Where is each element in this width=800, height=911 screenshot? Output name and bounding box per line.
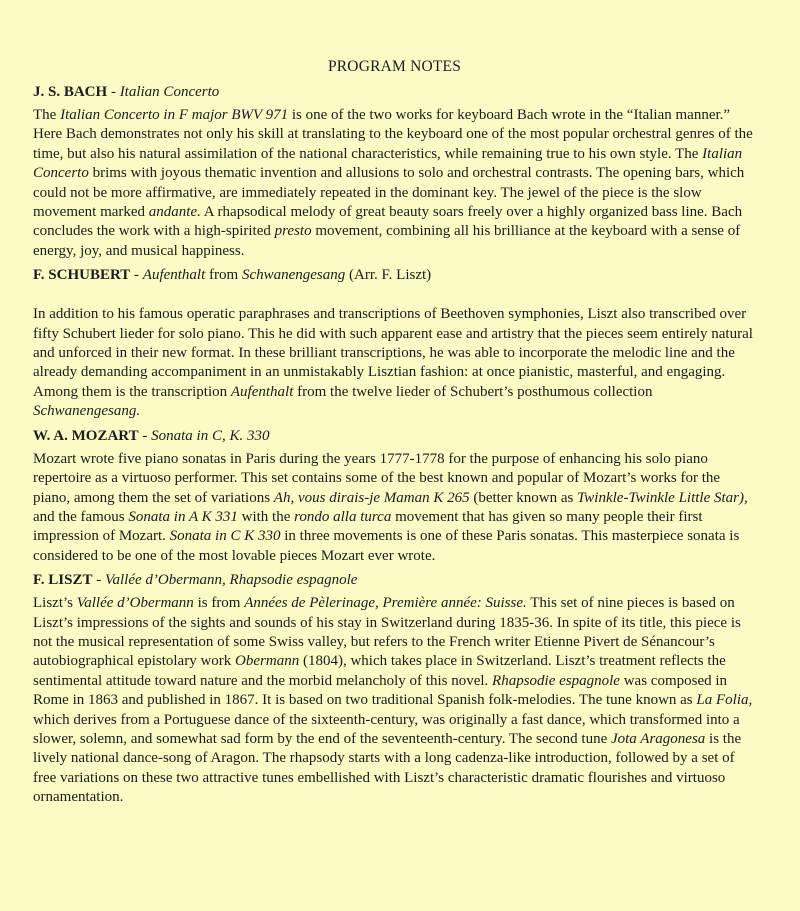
text-run: is one of the two works for keyboard Bach wrote in the “Italian manner.” Here Bach demonstrates not only his skill at translating to the keyboard one of the most popular orchestral genres of the time, but also his natural assimilation of the national characteristics, while remaining true to his own style. The bbox=[33, 107, 753, 162]
work-connector: from bbox=[205, 267, 242, 284]
section-heading-mozart bbox=[33, 426, 756, 446]
text-run: and the famous bbox=[33, 508, 129, 525]
section-heading-schubert bbox=[33, 265, 756, 285]
italic-run: La Folia, bbox=[696, 692, 753, 709]
text-run: is from bbox=[193, 595, 245, 612]
italic-run: Italian Concerto bbox=[33, 145, 743, 182]
text-run: In addition to his famous operatic paraphrases and transcriptions of Beethoven symphonies, Liszt also transcribed over fifty Schubert lieder for solo piano. This he did with such apparent ease and artistry that the pieces seem entirely natural and unforced in their new format. In these brilliant transcriptions, he was able to incorporate the melodic line and the already demanding accompaniment in an unmistakably Lisztian fashion: at once pianistic, masterful, and engaging. Among them is the transcription bbox=[33, 306, 753, 400]
italic-run: Sonata in C K 330 bbox=[169, 528, 281, 545]
text-run: was composed in Rome in 1863 and published in 1867. It is based on two traditional Spanish folk-melodies. The tune known as bbox=[33, 672, 728, 709]
section-heading-liszt bbox=[33, 570, 756, 590]
text-run: Mozart wrote five piano sonatas in Paris during the years 1777-1778 for the purpose of enhancing his solo piano repertoire as a virtuoso performer. This set contains some of the best known and popular of Mozart’s works for the piano, among them the set of variations bbox=[33, 450, 721, 506]
work-title: Aufenthalt bbox=[142, 267, 206, 284]
spacer bbox=[33, 289, 756, 305]
text-run: (1804), which takes place in Switzerland. Liszt’s treatment reflects the sentimental attitude toward nature and the morbid melancholy of this novel. bbox=[33, 653, 726, 689]
text-run: from the twelve lieder of Schubert’s posthumous collection bbox=[293, 383, 653, 400]
text-run: in three movements is one of these Paris sonatas. This masterpiece sonata is considered to be one of the most lovable pieces Mozart ever wrote. bbox=[33, 528, 740, 564]
italic-run: Rhapsodie espagnole bbox=[492, 672, 620, 689]
italic-run: Italian Concerto in F major BWV 971 bbox=[60, 107, 289, 123]
text-run: which derives from a Portuguese dance of the sixteenth-century, was originally a fast dance, which transformed into a slower, solemn, and somewhat sad form by the end of the seventeenth-century. The second tune bbox=[33, 711, 740, 747]
page-title: PROGRAM NOTES bbox=[327, 58, 462, 75]
composer-name: F. SCHUBERT bbox=[33, 267, 131, 284]
italic-run: rondo alla turca bbox=[294, 508, 392, 525]
text-run: with the bbox=[237, 508, 295, 525]
italic-run: Schwanengesang. bbox=[33, 403, 141, 420]
italic-run: Obermann bbox=[235, 653, 300, 670]
work-title: Italian Concerto bbox=[119, 84, 220, 100]
italic-run: Twinkle-Twinkle Little Star), bbox=[577, 489, 748, 506]
heading-separator: - bbox=[130, 267, 143, 284]
heading-separator: - bbox=[138, 427, 152, 444]
composer-name: F. LISZT bbox=[33, 572, 93, 589]
italic-run: Sonata in A K 331 bbox=[128, 508, 238, 525]
text-run: The bbox=[33, 107, 61, 123]
italic-run: Aufenthalt bbox=[230, 383, 294, 400]
text-run: movement, combining all his brilliance at the keyboard with a sense of energy, joy, and musical happiness. bbox=[33, 223, 741, 259]
text-run: brims with joyous thematic invention and allusions to solo and orchestral contrasts. The opening bars, which could not be more affirmative, are immediately repeated in the dominant key. The jewel of the piece is the slow movement marked bbox=[33, 165, 745, 221]
collection-title: Schwanengesang bbox=[241, 267, 346, 284]
text-run: is the lively national dance-song of Aragon. The rhapsody starts with a long cadenza-like introduction, followed by a set of free variations on these two attractive tunes embellished with Liszt’s characteristic dramatic flourishes and virtuoso ornamentation. bbox=[33, 730, 742, 806]
section-paragraph-bach bbox=[33, 106, 756, 261]
section-heading-bach bbox=[33, 82, 756, 102]
composer-name: J. S. BACH bbox=[33, 84, 108, 100]
work-title: Sonata in C, K. 330 bbox=[151, 427, 270, 444]
italic-run: Vallée d’Obermann bbox=[76, 595, 194, 612]
arrangement-note: (Arr. F. Liszt) bbox=[345, 267, 432, 284]
italic-run: Années de Pèlerinage, Première année: Suisse. bbox=[244, 595, 527, 612]
section-paragraph-mozart bbox=[33, 450, 756, 566]
heading-separator: - bbox=[92, 572, 105, 589]
text-run: Liszt’s bbox=[33, 595, 77, 612]
italic-run: Ah, vous dirais-je Maman K 265 bbox=[273, 489, 470, 506]
text-run: This set of nine pieces is based on Liszt’s impressions of the sights and sounds of his stay in Switzerland during 1835-36. In spite of its title, this piece is not the musical representation of some Swiss valley, but refers to the French writer Etienne Pivert de Sénancour’s autobiographical epistolary work bbox=[33, 595, 741, 670]
section-paragraph-schubert bbox=[33, 305, 756, 421]
italic-run: presto bbox=[274, 223, 312, 240]
italic-run: andante. bbox=[148, 204, 201, 221]
text-run: movement that has given so many people their first impression of Mozart. bbox=[33, 508, 703, 545]
text-run: A rhapsodical melody of great beauty soars freely over a highly organized bass line. Bach concludes the work with a high-spirited bbox=[33, 204, 743, 240]
italic-run: Jota Aragonesa bbox=[610, 730, 706, 747]
composer-name: W. A. MOZART bbox=[33, 427, 139, 444]
work-title: Vallée d’Obermann, Rhapsodie espagnole bbox=[104, 572, 358, 589]
heading-separator: - bbox=[107, 84, 120, 100]
text-run: (better known as bbox=[469, 489, 578, 506]
section-paragraph-liszt bbox=[33, 594, 756, 807]
